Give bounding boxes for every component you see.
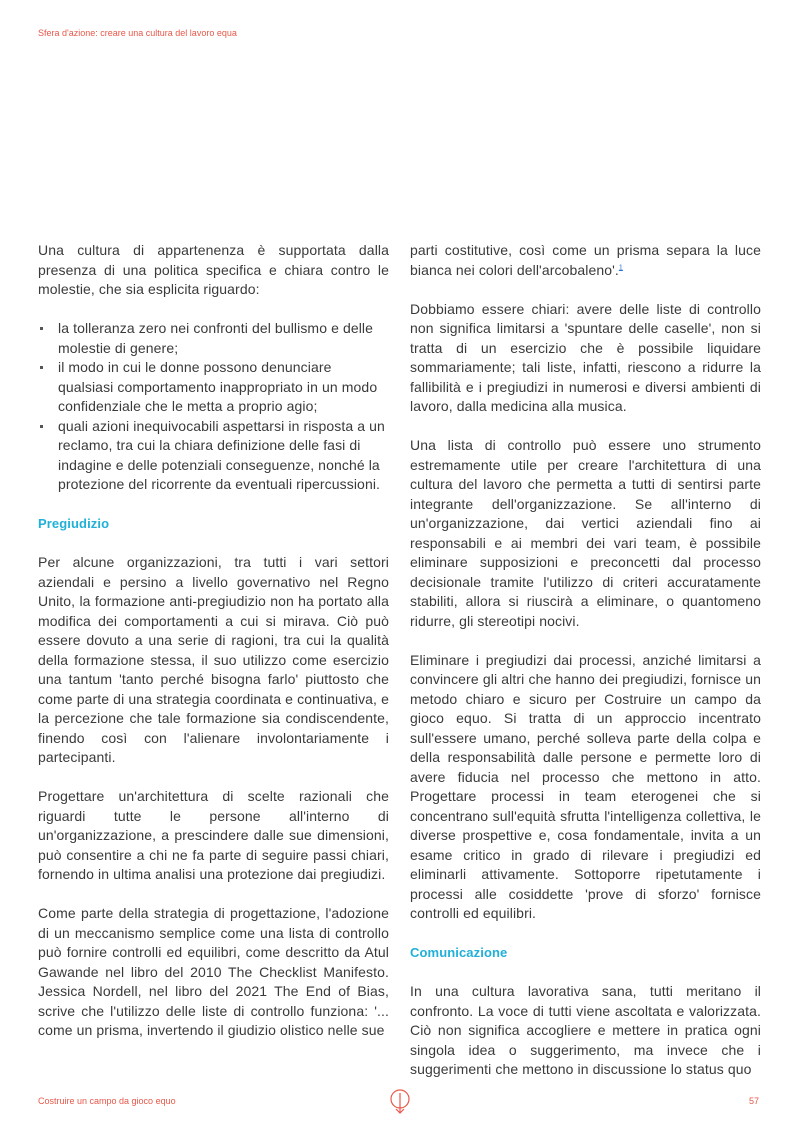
body-paragraph: Eliminare i pregiudizi dai processi, anziché limitarsi a convincere gli altri che hanno dei pregiudizi, fornisce un metodo chiaro e sicuro per Costruire un campo da gioco equo. Si tratta di un approccio incentrato sull'essere umano, perché solleva parte della colpa e della responsabilità dalle persone e permette loro di avere fiducia nel processo che mettono in atto. Progettare processi in team eterogenei che si concentrano sull'equità sfrutta l'intelligenza collettiva, le diverse prospettive e, cosa fondamentale, invita a un esame critico in grado di rilevare i pregiudizi ed eliminarli attivamente. Sottoporre ripetutamente i processi alle cosiddette 'prove di sforzo' fornisce controlli ed equilibri. (410, 651, 761, 921)
list-item: la tolleranza zero nei confronti del bullismo e delle molestie di genere; (38, 319, 389, 358)
body-paragraph: In una cultura lavorativa sana, tutti meritano il confronto. La voce di tutti viene ascoltata e valorizzata. Ciò non significa accogliere e mettere in pratica ogni singola idea o suggerimento, ma invece che i suggerimenti che mettono in discussione lo status quo (410, 983, 761, 1077)
body-paragraph: Progettare un'architettura di scelte razionali che riguardi tutte le persone all'interno di un'organizzazione, a prescindere dalle sue dimensioni, può consentire a chi ne fa parte di seguire passi chiari, fornendo in ultima analisi una protezione dai pregiudizi. (38, 788, 389, 882)
list-item: quali azioni inequivocabili aspettarsi in risposta a un reclamo, tra cui la chiara definizione delle fasi di indagine e delle potenziali conseguenze, nonché la protezione del ricorrente da eventuali ripercussioni. (38, 417, 389, 495)
section-heading-pregiudizio: Pregiudizio (38, 516, 110, 531)
section-heading-comunicazione: Comunicazione (410, 945, 508, 960)
body-paragraph: Per alcune organizzazioni, tra tutti i vari settori aziendali e persino a livello governativo nel Regno Unito, la formazione anti-pregiudizio non ha portato alla modifica dei comportamenti a cui si mirava. Ciò può essere dovuto a una serie di ragioni, tra cui la qualità della formazione stessa, il suo utilizzo come esercizio una tantum 'tanto perché bisogna farlo' piuttosto che come parte di una strategia coordinata e continuativa, e la percezione che tale formazione sia condiscendente, finendo così con l'alienare involontariamente i partecipanti. (38, 554, 389, 765)
intro-paragraph: Una cultura di appartenenza è supportata dalla presenza di una politica specifica e chiara contro le molestie, che sia esplicita riguardo: (38, 242, 389, 297)
right-column (410, 241, 761, 1080)
continued-text: parti costitutive, così come un prisma separa la luce bianca nei colori dell'arcobaleno'. (410, 242, 761, 278)
body-paragraph: Dobbiamo essere chiari: avere delle liste di controllo non significa limitarsi a 'spuntare delle caselle', non si tratta di un esercizio che è possibile liquidare sommariamente; tali liste, infatti, riescono a ridurre la fallibilità e i pregiudizi in numerosi e diversi ambienti di lavoro, dalla medicina alla musica. (410, 300, 761, 414)
running-head: Sfera d'azione: creare una cultura del lavoro equa (38, 28, 237, 38)
body-paragraph: Una lista di controllo può essere uno strumento estremamente utile per creare l'architettura di una cultura del lavoro che permetta a tutti di sentirsi parte integrante dell'organizzazione. Se all'interno di un'organizzazione, dai vertici aziendali fino ai responsabili e ai membri dei vari team, è possibile eliminare supposizioni e preconcetti dal processo decisionale tramite l'utilizzo di criteri accuratamente stabiliti, allora si riuscirà a eliminare, o quantomeno ridurre, gli stereotipi nocivi. (410, 437, 761, 629)
policy-list (38, 319, 389, 495)
footer-title: Costruire un campo da gioco equo (38, 1096, 176, 1106)
left-column (38, 241, 389, 1041)
page-number: 57 (749, 1096, 760, 1106)
footnote-link[interactable]: 1 (618, 263, 623, 271)
body-paragraph (410, 241, 761, 280)
circle-arrow-down-icon (389, 1088, 411, 1116)
list-item: il modo in cui le donne possono denunciare qualsiasi comportamento inappropriato in un modo confidenziale che le metta a proprio agio; (38, 358, 389, 417)
body-paragraph: Come parte della strategia di progettazione, l'adozione di un meccanismo semplice come una lista di controllo può fornire controlli ed equilibri, come descritto da Atul Gawande nel libro del 2010 The Checklist Manifesto. Jessica Nordell, nel libro del 2021 The End of Bias, scrive che l'utilizzo delle liste di controllo funziona: '... come un prisma, invertendo il giudizio olistico nelle sue (38, 905, 389, 1038)
